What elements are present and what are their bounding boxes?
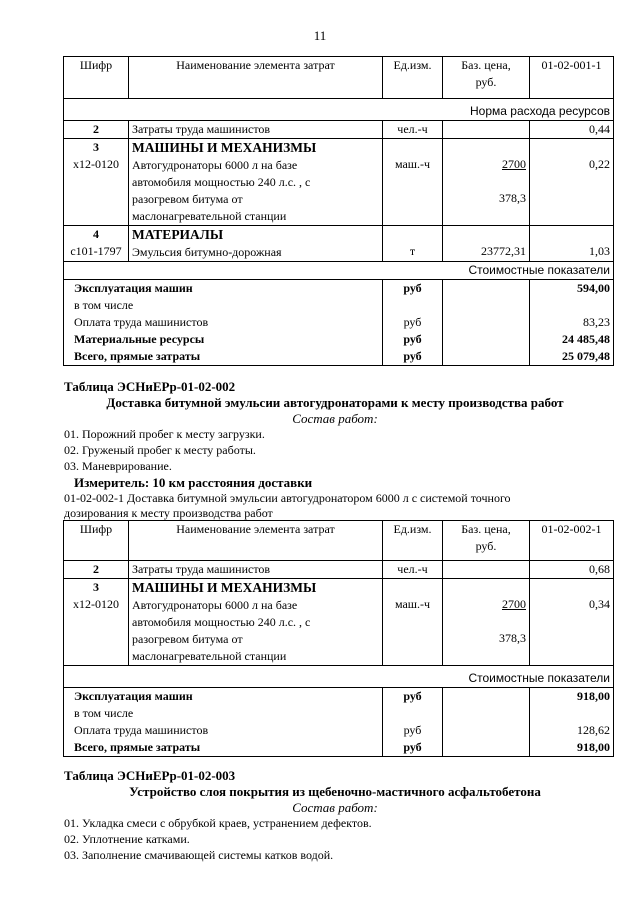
cost-row: в том числе [64,297,614,314]
norm-description: 01-02-002-1 Доставка битумной эмульсии автогудронатором 6000 л с системой точного [64,491,511,505]
norm-label: Норма расхода ресурсов [64,99,614,121]
header-table-code: 01-02-002-1 [530,521,614,561]
header-code: Шифр [64,57,129,99]
work-item: 03. Маневрирование. [64,459,172,473]
norm-table-01-02-001 [63,56,614,366]
work-item: 03. Заполнение смачивающей системы катков водой. [64,848,334,862]
work-item: 01. Укладка смеси с обрубкой краев, устранением дефектов. [64,816,372,830]
table-row: 2 Затраты труда машинистов чел.-ч 0,44 [64,121,614,139]
header-unit: Ед.изм. [383,57,443,99]
header-name: Наименование элемента затрат [129,57,383,99]
norm-table-01-02-002 [63,520,614,757]
table-row: 3 х12-0120 МАШИНЫ И МЕХАНИЗМЫ Автогудронаторы 6000 л на базе автомобиля мощностью 240 л.с. , с разогревом битума от маслонагревательной станции маш.-ч 2700 378,3 0,34 [64,579,614,666]
header-table-code: 01-02-001-1 [530,57,614,99]
page-number: 11 [313,28,327,43]
cost-row: Материальные ресурсы руб 24 485,48 [64,331,614,348]
norm-description: дозирования к месту производства работ [64,506,273,520]
header-name: Наименование элемента затрат [129,521,383,561]
work-item: 01. Порожний пробег к месту загрузки. [64,427,265,441]
header-price: Баз. цена, руб. [443,521,530,561]
cost-label: Стоимостные показатели [64,262,614,280]
cost-row: Эксплуатация машин руб 918,00 [64,688,614,706]
cost-row: Оплата труда машинистов руб 83,23 [64,314,614,331]
header-unit: Ед.изм. [383,521,443,561]
section-title: Таблица ЭСНиЕРр-01-02-002 [64,379,236,394]
cost-row: Всего, прямые затраты руб 25 079,48 [64,348,614,366]
works-title: Состав работ: [292,800,378,815]
cost-row: Оплата труда машинистов руб 128,62 [64,722,614,739]
table-row: 3 х12-0120 МАШИНЫ И МЕХАНИЗМЫ Автогудронаторы 6000 л на базе автомобиля мощностью 240 л.с. , с разогревом битума от маслонагревательной станции маш.-ч 2700 378,3 0,22 [64,139,614,226]
works-title: Состав работ: [292,411,378,426]
section-title: Таблица ЭСНиЕРр-01-02-003 [64,768,236,783]
cost-row: в том числе [64,705,614,722]
table-row: 2 Затраты труда машинистов чел.-ч 0,68 [64,561,614,579]
work-item: 02. Уплотнение катками. [64,832,190,846]
cost-label: Стоимостные показатели [64,666,614,688]
header-price: Баз. цена, руб. [443,57,530,99]
table-row: 4 с101-1797 МАТЕРИАЛЫ Эмульсия битумно-дорожная т 23772,31 1,03 [64,226,614,262]
cost-row: Всего, прямые затраты руб 918,00 [64,739,614,757]
header-code: Шифр [64,521,129,561]
cost-row: Эксплуатация машин руб 594,00 [64,280,614,298]
section-subtitle: Доставка битумной эмульсии автогудронаторами к месту производства работ [106,395,564,410]
section-subtitle: Устройство слоя покрытия из щебеночно-мастичного асфальтобетона [129,784,541,799]
meter-label: Измеритель: 10 км расстояния доставки [74,475,313,490]
work-item: 02. Груженый пробег к месту работы. [64,443,256,457]
